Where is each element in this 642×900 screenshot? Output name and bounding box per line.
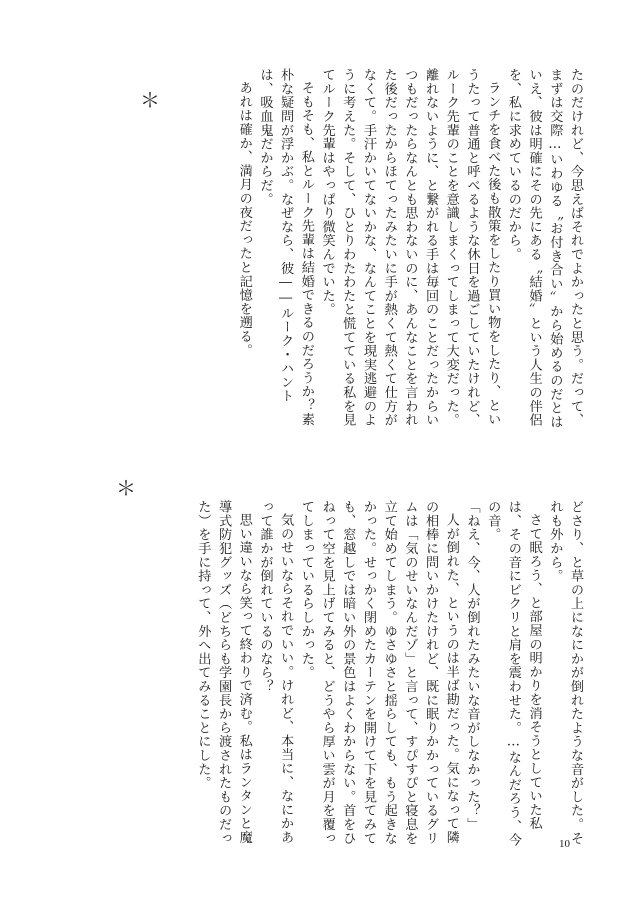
paragraph: そもそも、私とルーク先輩は結婚できるのだろうか？素朴な疑問が浮かぶ。なぜなら、彼――ルーク・ハントは、吸血鬼だからだ。	[257, 68, 314, 427]
paragraph: 気のせいならそれでいい。けれど、本当に、なにかあって誰かが倒れているのなら？	[257, 500, 294, 845]
upper-text-block	[85, 68, 585, 430]
paragraph: ランチを食べた後も散策をしたり買い物をしたり、というたって普通と呼べるような休日を過ごしていたけれど、ルーク先輩のことを意識しまくってしまって大変だった。離れないように、と繋がれる手は毎回のことだったからいつもだったらなんとも思わないのに、あんなことを言われた後だったからほてったみたいに手が熱くて熱くて仕方がなくて。手汗かいてないかな、なんてことを現実逃避のように考えた。そして、ひとりわたわたと慌てている私を見てルーク先輩はやっぱり微笑んでいた。	[319, 68, 501, 427]
scene-break-mark: ＊	[140, 88, 160, 112]
lower-text-block	[85, 500, 585, 850]
page-number: 10	[559, 838, 570, 850]
paragraph: まずは交際…いわゆる〝お付き合い〟から始めるのだとはいえ、彼は明確にその先にある〝結婚〟という人生の伴侶を、私に求めているのだから。	[505, 68, 563, 429]
paragraph: たのだけれど、今思えばそれでよかったと思う。だって、	[568, 68, 583, 427]
paragraph: あれは確か、満月の夜だったと記憶を遡る。	[236, 81, 252, 358]
paragraph: 人が倒れた、というのは半ば勘だった。気になって隣の相棒に問いかけたけれど、既に眠りかかっているグリムは「気のせいなんだゾ」と言って、すぴすぴと寝息を立て始めてしまう。ゆさゆさと揺らしても、もう起きなかった。せっかく閉めたカーテンを開けて下を見てみても、窓越しでは暗い外の景色はよくわからない。首をひねって空を見上げてみると、どうやら厚い雲が月を覆ってしまっているらしかった。	[298, 500, 459, 845]
paragraph: どさり、と草の上になにかが倒れたような音がした。それも外から。	[547, 500, 583, 845]
paragraph: さて眠ろう、と部屋の明かりを消そうとしていた私は、その音にビクリと肩を震わせた。…なんだろう、今の音。	[485, 500, 542, 847]
paragraph: 「ねえ、今、人が倒れたみたいな音がしなかった？」	[464, 500, 480, 832]
scene-break-mark: ＊	[116, 476, 136, 500]
paragraph: 思い違いなら笑って終わりで済む。私はランタンと魔導式防犯グッズ（どちらも学園長から渡されたものだった）を手に持って、外へ出てみることにした。	[195, 500, 252, 845]
